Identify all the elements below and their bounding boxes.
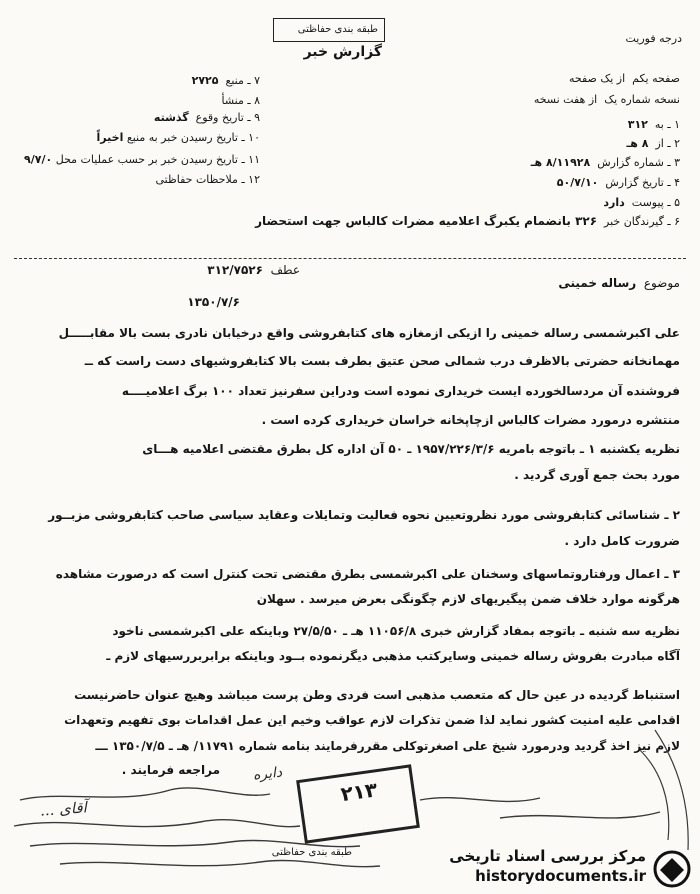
report-title: گزارش خبر <box>303 44 382 60</box>
page-field: صفحه یکم از یک صفحه <box>568 72 680 85</box>
body-line: منتشره درمورد مضرات کالباس ازچاپخانه خراسان خریداری کرده است . <box>261 413 680 427</box>
body-line: مهمانخانه حضرتی بالاظرف درب شمالی صحن عتیق بطرف بست بالا کتابفروشیهای دست راست که ــ <box>84 354 680 368</box>
from-field: ۲ ـ از ۸ هـ <box>626 137 680 150</box>
body-line: علی اکبرشمسی رساله خمینی را ازیکی ازمغازه های کتابفروشی واقع درخیابان نادری بست بالا مقابـــــل <box>58 326 680 340</box>
body-line: فروشنده آن مردسالخورده ایست خریداری نموده است ودراین سفرنیز تعداد ۱۰۰ برگ اعلامیــــه <box>121 384 680 398</box>
body-line: آگاه مبادرت بفروش رساله خمینی وسایرکتب مذهبی دیگرنموده بــود وباینکه برابربررسیهای لازم ـ <box>106 649 680 663</box>
report-number-field: ۳ ـ شماره گزارش ۸/۱۱۹۲۸ هـ <box>530 156 680 169</box>
body-line: مراجعه فرمایند . <box>121 763 220 777</box>
body-line: استنباط گردیده در عین حال که متعصب مذهبی است فردی وطن پرست میباشد وهیچ عنوان حاضرنیست <box>74 688 680 702</box>
divider <box>14 258 686 259</box>
bottom-classification: طبقه بندی حفاظتی <box>271 847 352 858</box>
copy-field: نسخه شماره یک از هفت نسخه <box>533 93 680 106</box>
recipients-field: ۶ ـ گیرندگان خبر ۳۲۶ بانضمام یکبرگ اعلامیه مضرات کالباس جهت استحضار <box>255 214 680 228</box>
watermark-logo-icon <box>652 850 692 888</box>
source-field: ۷ ـ منبع ۲۷۲۵ <box>191 74 260 87</box>
body-line: ضرورت کامل دارد . <box>564 534 680 548</box>
classification-label: طبقه بندی حفاظتی <box>297 24 378 35</box>
body-line: ۲ ـ شناسائی کتابفروشی مورد نظروتعیین نحوه فعالیت وتمایلات وعقاید سیاسی صاحب کتابفروشی مزبــور <box>48 508 680 522</box>
body-line: نظریه سه شنبه ـ باتوجه بمفاد گزارش خبری ۱۱۰۵۶/۸ هـ ـ ۲۷/۵/۵۰ وباینکه علی اکبرشمسی ناخود <box>112 624 680 638</box>
watermark-url: historydocuments.ir <box>475 867 646 885</box>
watermark-title: مرکز بررسی اسناد تاریخی <box>449 847 646 865</box>
body-line: مورد بحث جمع آوری گردید . <box>514 468 680 482</box>
body-line: هرگونه موارد خلاف ضمن پیگیریهای لازم چگونگی بعرض میرسد . سهلان <box>256 592 680 606</box>
subject-line: موضوع رساله خمینی <box>558 276 680 290</box>
origin-field: ۸ ـ منشأ <box>221 94 260 107</box>
security-notes-field: ۱۲ ـ ملاحظات حفاظتی <box>155 173 260 186</box>
stamp-number: ۲۱۳ <box>339 777 379 807</box>
registration-stamp <box>296 764 420 844</box>
report-date-field: ۴ ـ تاریخ گزارش ۵۰/۷/۱۰ <box>556 176 680 189</box>
to-field: ۱ ـ به ۳۱۲ <box>627 118 680 131</box>
occurrence-date-field: ۹ ـ تاریخ وقوع گذشته <box>153 111 260 124</box>
received-by-ops-field: ۱۱ ـ تاریخ رسیدن خبر بر حسب عملیات محل ۹/۷/۰ <box>24 153 260 166</box>
handwritten-note: دایره <box>252 764 283 784</box>
body-line: نظریه یکشنبه ۱ ـ باتوجه بامریه ۱۹۵۷/۲۲۶/۳/۶ ـ ۵۰ آن اداره کل بطرق مقتضی اعلامیه هـــای <box>142 442 680 456</box>
watermark <box>404 848 694 890</box>
attachment-field: ۵ ـ پیوست دارد <box>603 196 680 209</box>
reference-line: عطف ۳۱۲/۷۵۲۶ <box>207 263 300 277</box>
body-line: لازم نیز اخذ گردید ودرمورد شیخ علی اصغرتوکلی مقررفرمایند بنامه شماره ۱۱۷۹۱/ هـ ـ ۱۳۵۰/۷/۵ ـــ <box>95 739 680 753</box>
received-by-source-field: ۱۰ ـ تاریخ رسیدن خبر به منبع اخیراً <box>96 131 260 144</box>
body-line: اقدامی علیه امنیت کشور نماید لذا ضمن تذکرات لازم عواقب وخیم این عمل اقدامات بوی تفهیم وتعهدات <box>64 713 680 727</box>
handwritten-note: آقای ... <box>39 798 88 820</box>
body-line: ۳ ـ اعمال ورفتاروتماسهای وسخنان علی اکبرشمسی بطرق مقتضی تحت کنترل است که درصورت مشاهده <box>55 567 680 581</box>
classification-stamp <box>273 18 385 42</box>
reference-date: ۱۳۵۰/۷/۶ <box>187 295 240 309</box>
priority-label: درجه فوریت <box>625 32 682 45</box>
